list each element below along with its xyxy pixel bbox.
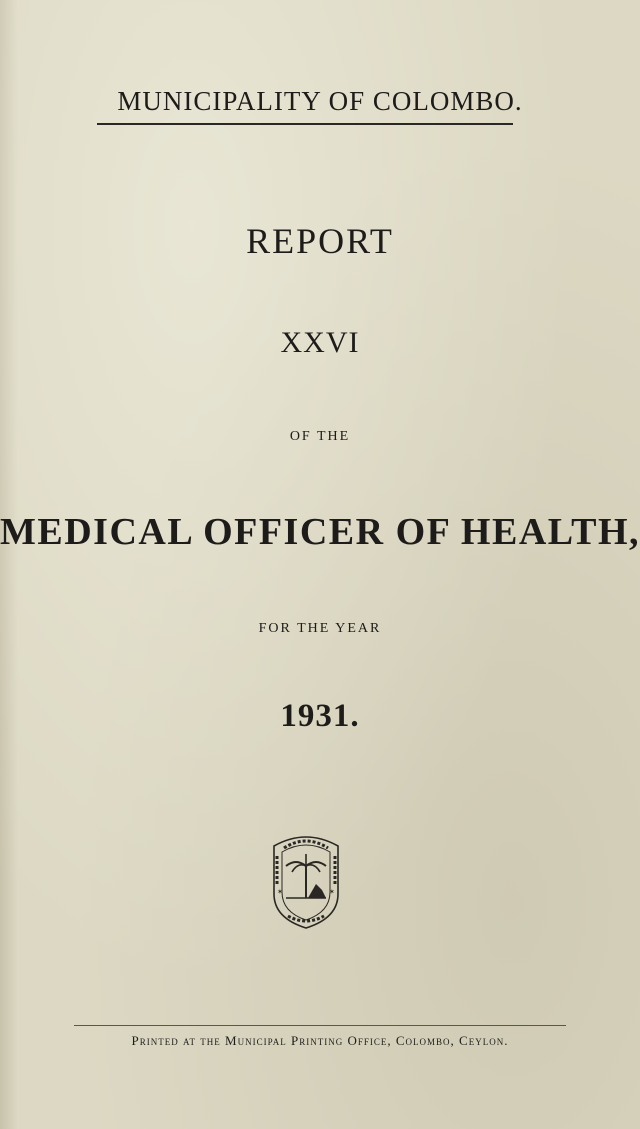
office-title: MEDICAL OFFICER OF HEALTH,: [0, 511, 640, 553]
footer-rule: [74, 1025, 566, 1026]
heading-underline: [97, 123, 513, 125]
for-the-year-text: FOR THE YEAR: [258, 621, 382, 636]
printer-imprint: Printed at the Municipal Printing Office, Colombo, Ceylon.: [131, 1033, 509, 1048]
svg-text:✶: ✶: [329, 888, 335, 896]
municipality-heading: MUNICIPALITY OF COLOMBO.: [117, 86, 523, 116]
svg-text:✶: ✶: [277, 888, 283, 896]
report-year: 1931.: [280, 698, 360, 734]
report-title: REPORT: [246, 221, 394, 261]
municipal-seal-icon: [268, 832, 344, 932]
of-the-text: OF THE: [289, 429, 351, 444]
report-volume: XXVI: [280, 326, 360, 359]
